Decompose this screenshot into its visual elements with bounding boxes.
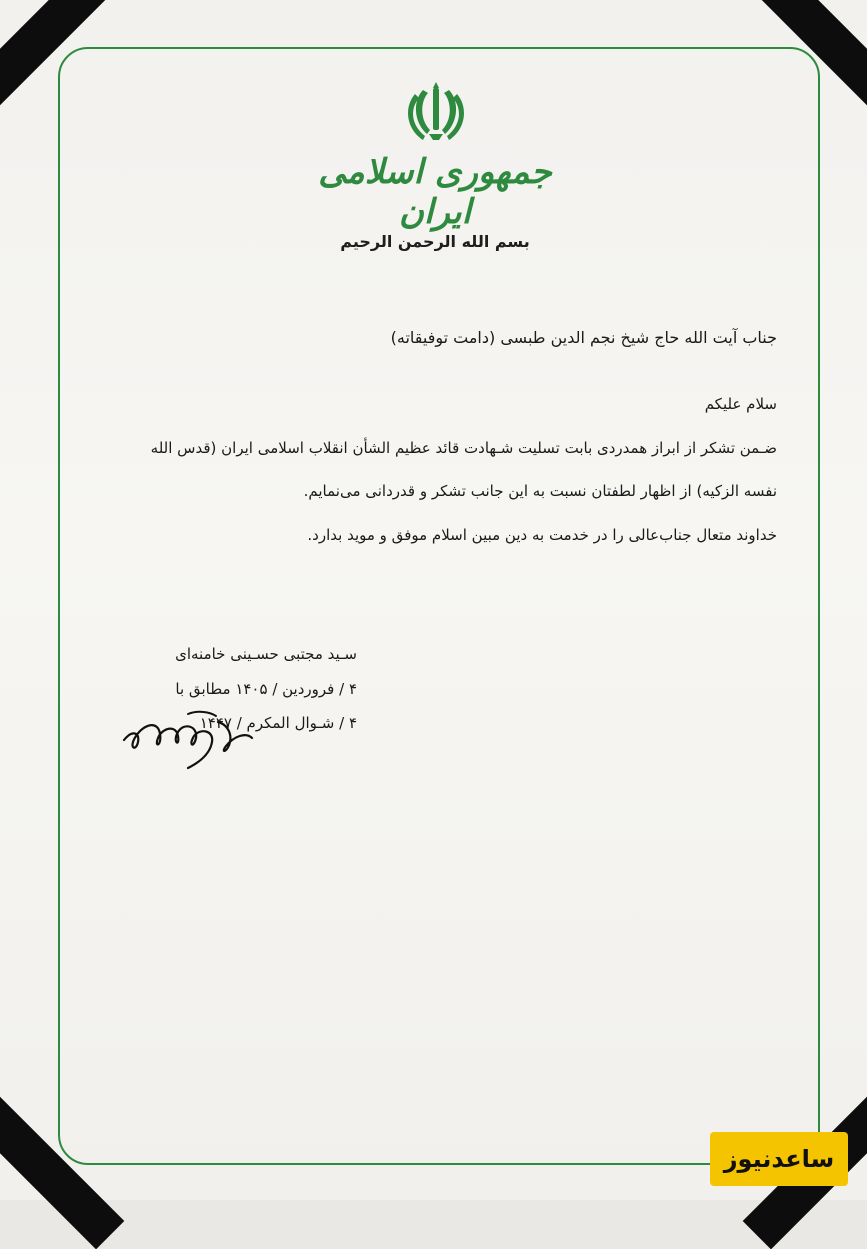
body-line: ضـمن تشکر از ابراز همدردی بابت تسلیت شـهادت قائد عظیم الشأن انقلاب اسلامی ایران (قدس الله: [150, 439, 777, 457]
date-lunar: ۴ / شـوال المکرم / ۱۴۴۷: [199, 714, 357, 732]
addressee-line: جناب آیت الله حاج شیخ نجم الدین طبسی (دامت توفیقاته): [390, 328, 777, 347]
signatory-name: سـید مجتبی حسـینی خامنه‌ای: [175, 645, 357, 663]
iran-emblem-icon: [403, 78, 469, 144]
news-watermark-logo: ساعدنیوز: [710, 1132, 848, 1186]
body-line: خداوند متعال جناب‌عالی را در خدمت به دین مبین اسلام موفق و موید بدارد.: [307, 526, 777, 544]
body-line: نفسه الزکیه) از اظهار لطفتان نسبت به این جانب تشکر و قدردانی می‌نمایم.: [303, 482, 777, 500]
date-solar: ۴ / فروردین / ۱۴۰۵ مطابق با: [175, 680, 357, 698]
greeting: سلام علیکم: [704, 395, 777, 413]
org-name: جمهوری اسلامی ایران: [318, 152, 552, 232]
handwritten-signature-icon: [118, 702, 258, 772]
basmala: بسم الله الرحمن الرحیم: [340, 232, 530, 251]
